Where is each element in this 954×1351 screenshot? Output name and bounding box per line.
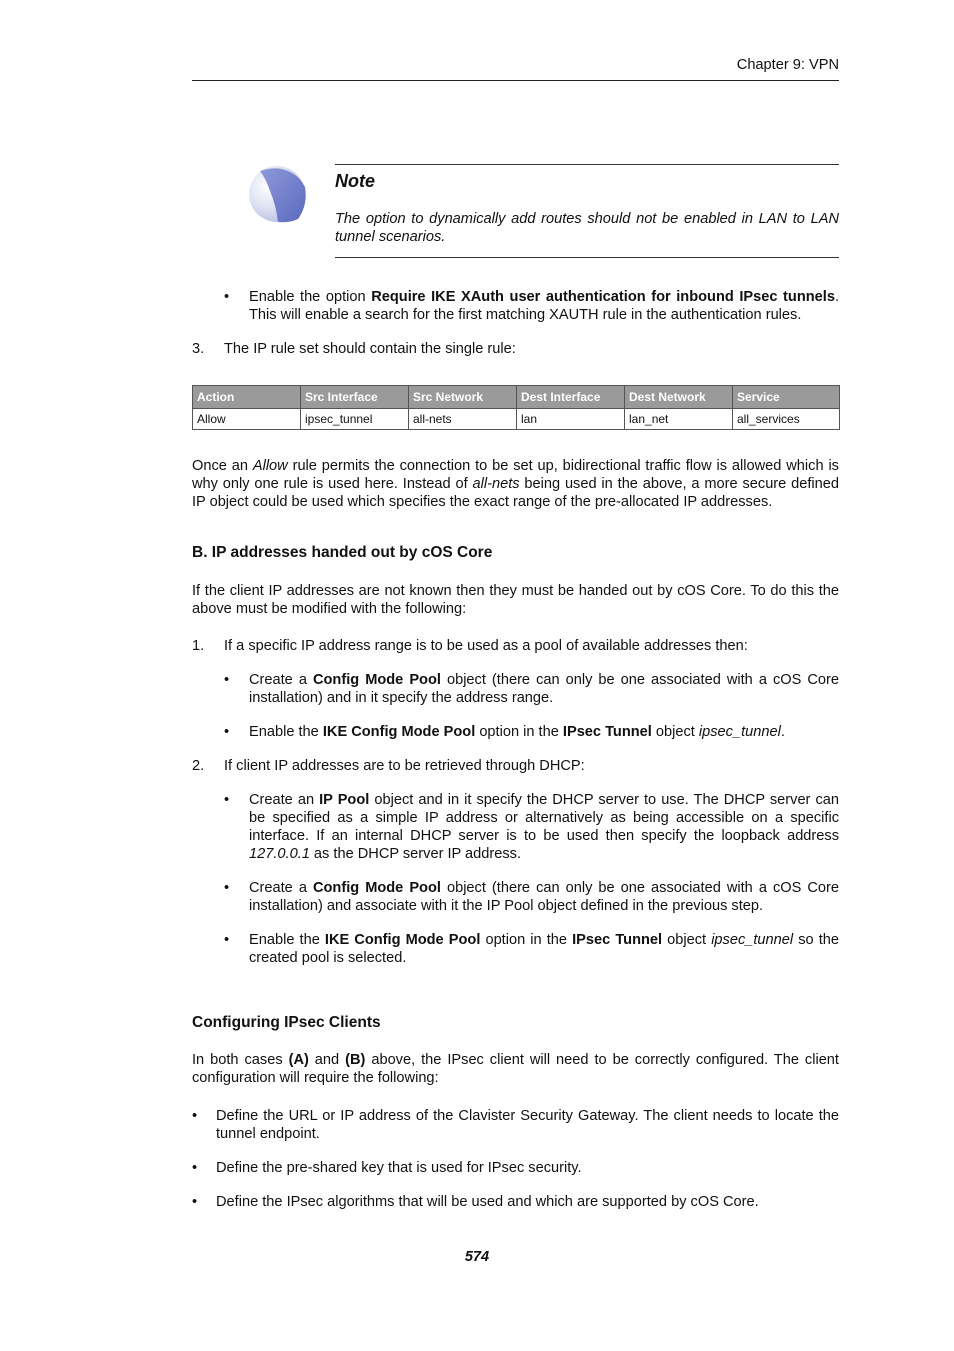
column-header: Action [193, 386, 301, 409]
list-item: Create a Config Mode Pool object (there can only be one associated with a cOS Core installation) and in it specify the address range. [249, 672, 839, 706]
clients-heading: Configuring IPsec Clients [192, 1014, 381, 1031]
step-number: 3. [192, 341, 205, 357]
note-bottom-rule [335, 257, 839, 258]
bullet-marker: • [224, 672, 230, 688]
table-cell: all_services [733, 409, 840, 430]
table-cell: ipsec_tunnel [301, 409, 409, 430]
bullet-marker: • [192, 1108, 198, 1124]
list-item: Define the IPsec algorithms that will be used and which are supported by cOS Core. [216, 1194, 759, 1210]
header-divider [192, 80, 839, 81]
list-item: Enable the IKE Config Mode Pool option in the IPsec Tunnel object ipsec_tunnel so the created pool is selected. [249, 932, 839, 966]
list-item: Enable the IKE Config Mode Pool option in the IPsec Tunnel object ipsec_tunnel. [249, 724, 785, 740]
bullet-marker: • [224, 792, 230, 808]
column-header: Src Interface [301, 386, 409, 409]
item-number: 1. [192, 638, 205, 654]
bullet-marker: • [224, 724, 230, 740]
table-row [193, 409, 840, 430]
table-cell: lan_net [625, 409, 733, 430]
section-b-intro: If the client IP addresses are not known then they must be handed out by cOS Core. To do this the above must be modified with the following: [192, 583, 839, 617]
column-header: Dest Interface [517, 386, 625, 409]
allow-rule-paragraph: Once an Allow rule permits the connection to be set up, bidirectional traffic flow is allowed which is why only one rule is used here. Instead of all-nets being used in the above, a more secure defined IP object could be used which specifies the exact range of the pre-allocated IP addresses. [192, 458, 840, 510]
note-top-rule [335, 164, 839, 165]
section-b-heading: B. IP addresses handed out by cOS Core [192, 544, 493, 561]
page-number: 574 [464, 1249, 490, 1265]
ip-rules-table [192, 385, 840, 430]
column-header: Service [733, 386, 840, 409]
note-text: The option to dynamically add routes should not be enabled in LAN to LAN tunnel scenarios. [335, 211, 839, 245]
bullet-marker: • [192, 1194, 198, 1210]
bullet-marker: • [224, 880, 230, 896]
list-item: Define the URL or IP address of the Clavister Security Gateway. The client needs to locate the tunnel endpoint. [216, 1108, 839, 1142]
bullet-marker: • [224, 932, 230, 948]
table-cell: all-nets [409, 409, 517, 430]
table-cell: Allow [193, 409, 301, 430]
column-header: Dest Network [625, 386, 733, 409]
bullet-marker: • [192, 1160, 198, 1176]
column-header: Src Network [409, 386, 517, 409]
xauth-bullet-text: Enable the option Require IKE XAuth user authentication for inbound IPsec tunnels. This will enable a search for the first matching XAUTH rule in the authentication rules. [249, 289, 840, 323]
table-cell: lan [517, 409, 625, 430]
item-text: If client IP addresses are to be retrieved through DHCP: [224, 758, 585, 774]
chapter-header: Chapter 9: VPN [736, 57, 839, 73]
list-item: Create a Config Mode Pool object (there can only be one associated with a cOS Core installation) and associate with it the IP Pool object defined in the previous step. [249, 880, 839, 914]
list-item: Create an IP Pool object and in it specify the DHCP server to use. The DHCP server can be specified as a simple IP address or alternatively as being accessible on a specific interface. If an internal DHCP server is to be used then specify the loopback address 127.0.0.1 as the DHCP server IP address. [249, 792, 839, 862]
table-header-row [193, 386, 840, 409]
list-item: Define the pre-shared key that is used for IPsec security. [216, 1160, 582, 1176]
item-number: 2. [192, 758, 205, 774]
note-icon [248, 165, 306, 223]
clients-intro: In both cases (A) and (B) above, the IPsec client will need to be correctly configured. The client configuration will require the following: [192, 1052, 839, 1086]
note-title: Note [335, 171, 375, 191]
step-text: The IP rule set should contain the single rule: [224, 341, 516, 357]
xauth-option-name: Require IKE XAuth user authentication for inbound IPsec tunnels [371, 289, 835, 305]
bullet-marker: • [224, 289, 230, 305]
item-text: If a specific IP address range is to be used as a pool of available addresses then: [224, 638, 748, 654]
